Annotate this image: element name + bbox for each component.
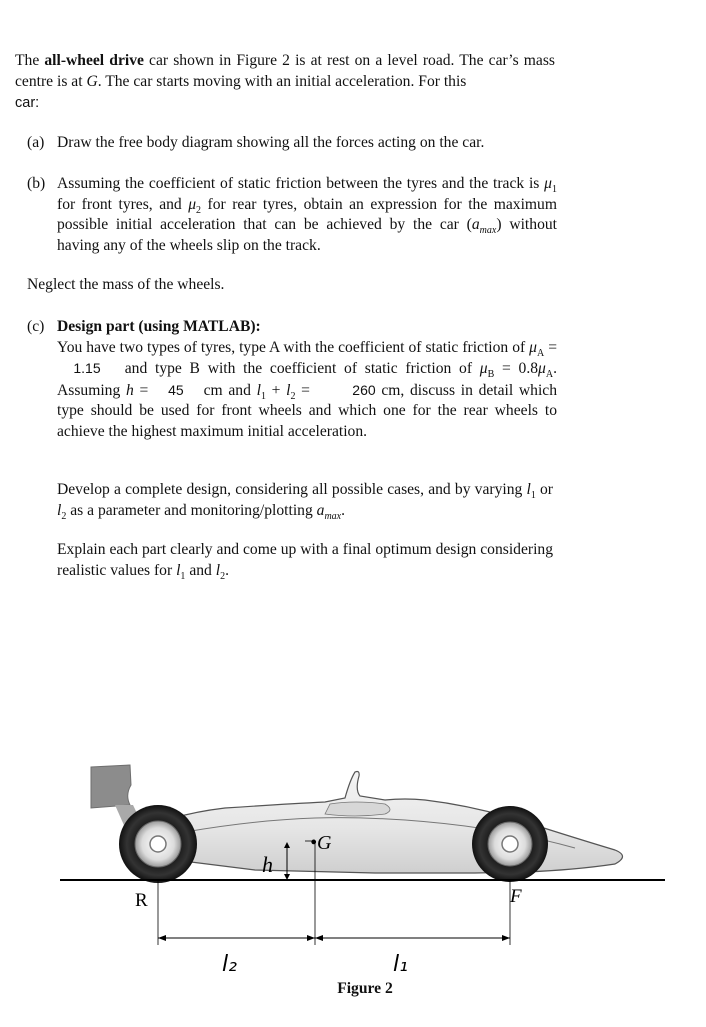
text: Assuming the coefficient of static friction between the tyres and the track is	[57, 175, 545, 192]
muA-symbol: μ	[538, 360, 546, 377]
l2-arrow-right	[307, 935, 315, 941]
intro-text: The	[15, 52, 45, 69]
intro-text: car shown in Figure 2 is at rest on a level road. The car’s mass centre is at	[15, 52, 555, 90]
text: You have two types of tyres, type A with the coefficient of static friction of	[57, 338, 530, 356]
rear-wing	[91, 765, 131, 808]
r-label: R	[135, 890, 148, 911]
subscript: 2	[290, 390, 296, 402]
subscript: 1	[552, 184, 557, 196]
rear-wheel	[119, 805, 197, 883]
subscript: A	[545, 369, 554, 381]
text: ) without having any of the wheels slip on the track.	[57, 216, 557, 254]
subscript: 1	[530, 490, 536, 502]
item-b-text	[57, 174, 557, 256]
explain-paragraph	[57, 540, 553, 581]
l2-label: l₂	[222, 952, 237, 977]
l2-symbol: l	[286, 381, 291, 399]
intro-g-symbol: G	[86, 73, 98, 90]
subscript: 2	[61, 510, 67, 522]
amax-symbol: a	[471, 216, 480, 233]
cockpit	[325, 802, 390, 816]
subscript: max	[324, 510, 342, 522]
figure-2-car-diagram	[55, 760, 670, 1010]
design-title: Design part (using MATLAB):	[57, 318, 261, 335]
text: Develop a complete design, considering all possible cases, and by varying	[57, 481, 527, 498]
muA-value: 1.15	[73, 360, 101, 376]
subscript: 2	[196, 204, 202, 216]
f-label: F	[510, 886, 522, 907]
item-a-label: (a)	[27, 134, 45, 151]
item-b-label: (b)	[27, 175, 46, 192]
l1-symbol: l	[256, 381, 261, 399]
text: .	[341, 501, 346, 519]
subscript: 1	[260, 390, 266, 402]
text: cm and	[197, 381, 257, 399]
subscript: max	[479, 225, 497, 237]
l2-symbol: l	[57, 501, 62, 519]
muA-symbol: μ	[529, 338, 537, 356]
muB-symbol: μ	[479, 360, 488, 377]
l1-symbol: l	[526, 481, 531, 498]
item-c-text	[57, 317, 557, 442]
item-a	[27, 133, 557, 154]
item-b	[27, 174, 557, 256]
item-c-label: (c)	[27, 318, 45, 335]
l1-arrow-right	[502, 935, 510, 941]
intro-paragraph	[15, 50, 555, 114]
h-label: h	[262, 852, 273, 877]
figure-caption: Figure 2	[337, 980, 393, 997]
text: .	[225, 561, 229, 579]
subscript: 2	[220, 570, 226, 582]
length-value: 260	[352, 381, 376, 398]
text: . Assuming	[57, 360, 557, 399]
intro-text: . The car starts moving with an initial acceleration. For this	[97, 73, 467, 90]
subscript: A	[536, 347, 545, 359]
text: =	[295, 381, 316, 399]
text: and	[185, 561, 216, 579]
text: cm, discuss in detail which type should be used for front wheels and which one for the rear wheels to achieve the highest maximum initial acceleration.	[57, 381, 558, 440]
l1-arrow-left	[315, 935, 323, 941]
l2-symbol: l	[215, 561, 221, 579]
text: for front tyres, and	[57, 195, 189, 213]
text: = 0.8	[494, 360, 539, 377]
text: as a parameter and monitoring/plotting	[66, 501, 317, 519]
l1-label: l₁	[393, 952, 408, 977]
text: =	[544, 338, 557, 356]
mu1-symbol: μ	[544, 175, 552, 192]
car-body	[125, 772, 623, 874]
h-value: 45	[168, 381, 184, 398]
front-wheel	[472, 806, 548, 882]
subscript: B	[487, 369, 495, 381]
neglect-note: Neglect the mass of the wheels.	[27, 276, 225, 293]
text: for rear tyres, obtain an expression for the maximum possible initial acceleration that can be achieved by the car (	[57, 195, 557, 233]
h-symbol: h	[125, 381, 134, 399]
text: Explain each part clearly and come up with a final optimum design considering realistic values for	[57, 541, 553, 579]
mu2-symbol: μ	[188, 195, 197, 213]
text: +	[265, 381, 287, 399]
l2-arrow-left	[158, 935, 166, 941]
text: =	[133, 381, 154, 399]
intro-bold: all-wheel drive	[44, 52, 144, 69]
item-a-text: Draw the free body diagram showing all the forces acting on the car.	[57, 134, 485, 151]
item-c	[27, 317, 557, 442]
l1-symbol: l	[176, 561, 181, 579]
intro-car: car:	[15, 95, 40, 111]
g-label: •G	[310, 832, 332, 854]
text: and type B with the coefficient of static friction of	[117, 360, 480, 377]
text: or	[535, 481, 553, 498]
develop-paragraph	[57, 480, 553, 521]
subscript: 1	[180, 570, 186, 582]
amax-symbol: a	[316, 501, 325, 519]
